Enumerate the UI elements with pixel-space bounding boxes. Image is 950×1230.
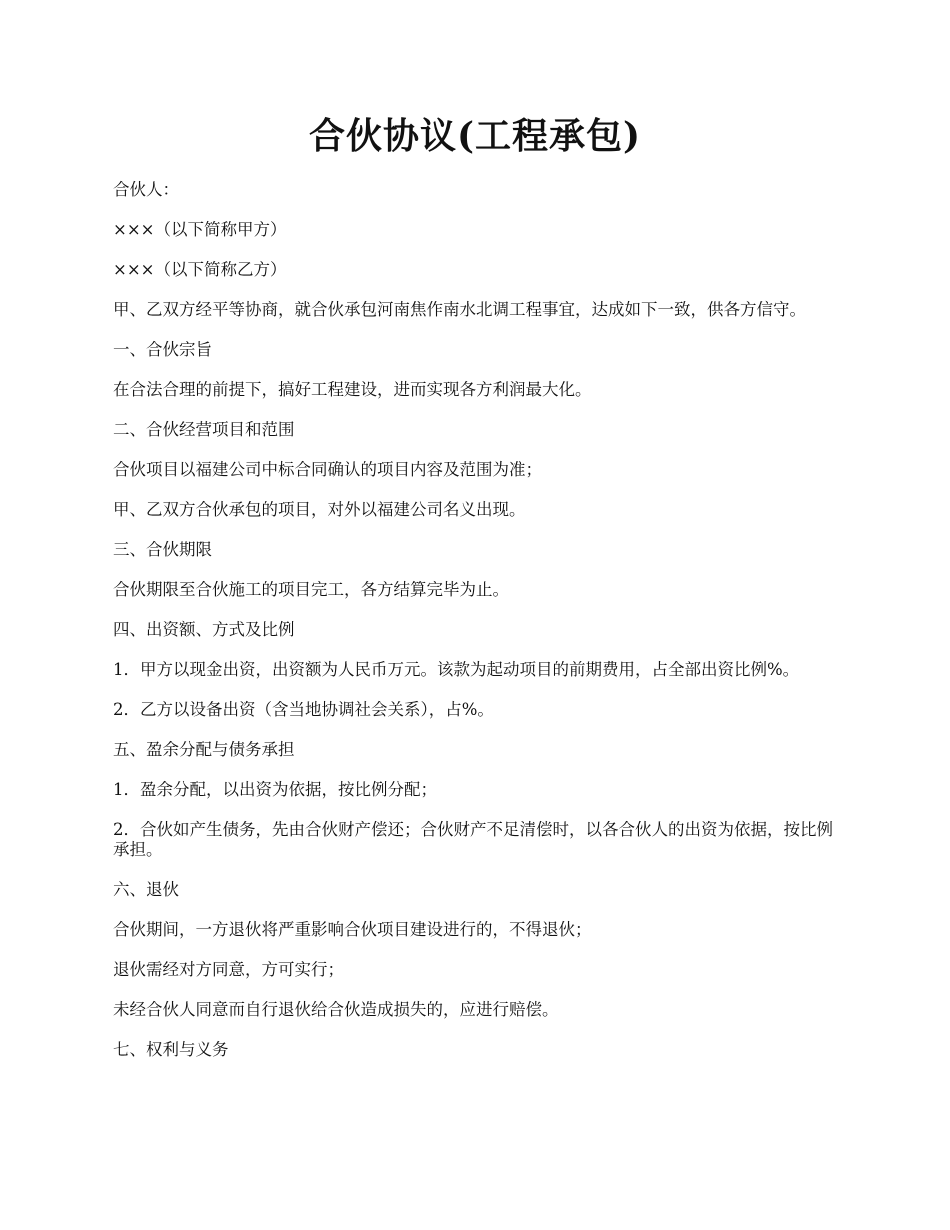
paragraph: 在合法合理的前提下，搞好工程建设，进而实现各方利润最大化。 xyxy=(113,380,592,399)
section-heading-scope: 二、合伙经营项目和范围 xyxy=(113,420,295,439)
paragraph: 合伙项目以福建公司中标合同确认的项目内容及范围为准； xyxy=(113,460,542,479)
document-title: 合伙协议(工程承包) xyxy=(308,115,642,157)
paragraph-party-b: ×××（以下简称乙方） xyxy=(113,260,287,279)
paragraph: 甲、乙双方合伙承包的项目，对外以福建公司名义出现。 xyxy=(113,500,526,519)
paragraph: 2．乙方以设备出资（含当地协调社会关系），占%。 xyxy=(113,700,494,719)
paragraph: 合伙期限至合伙施工的项目完工，各方结算完毕为止。 xyxy=(113,580,509,599)
paragraph-preamble: 甲、乙双方经平等协商，就合伙承包河南焦作南水北调工程事宜，达成如下一致，供各方信守。 xyxy=(113,300,806,319)
section-heading-withdrawal: 六、退伙 xyxy=(113,880,179,899)
paragraph: 未经合伙人同意而自行退伙给合伙造成损失的，应进行赔偿。 xyxy=(113,1000,559,1019)
paragraph-partners-label: 合伙人： xyxy=(113,180,179,199)
section-heading-capital: 四、出资额、方式及比例 xyxy=(113,620,295,639)
paragraph: 2．合伙如产生债务，先由合伙财产偿还；合伙财产不足清偿时，以各合伙人的出资为依据，按比例承担。 xyxy=(113,820,833,859)
paragraph: 1．盈余分配，以出资为依据，按比例分配； xyxy=(113,780,437,799)
paragraph: 合伙期间，一方退伙将严重影响合伙项目建设进行的，不得退伙； xyxy=(113,920,592,939)
section-heading-purpose: 一、合伙宗旨 xyxy=(113,340,212,359)
section-heading-rights-duties: 七、权利与义务 xyxy=(113,1040,229,1059)
document-body xyxy=(113,180,841,1080)
paragraph: 退伙需经对方同意，方可实行； xyxy=(113,960,344,979)
section-heading-profit-debt: 五、盈余分配与债务承担 xyxy=(113,740,295,759)
section-heading-term: 三、合伙期限 xyxy=(113,540,212,559)
paragraph-party-a: ×××（以下简称甲方） xyxy=(113,220,287,239)
paragraph: 1．甲方以现金出资，出资额为人民币万元。该款为起动项目的前期费用，占全部出资比例%。 xyxy=(113,660,800,679)
